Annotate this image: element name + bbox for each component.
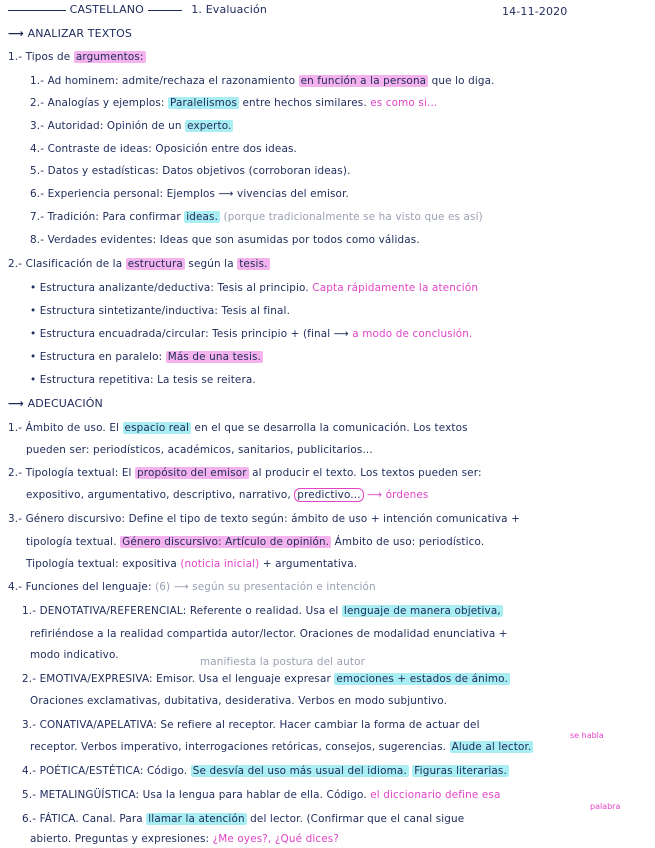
ambito-line-2 [26, 443, 373, 457]
highlight-pink: propósito del emisor [137, 467, 247, 479]
faint-note: (porque tradicionalmente se ha visto que es así) [223, 211, 483, 223]
date: 14-11-2020 [502, 5, 568, 18]
tipo-item [30, 210, 483, 224]
tiny-pink-note: se habla [570, 731, 604, 740]
text: 1.- DENOTATIVA/REFERENCIAL: Referente o realidad. Usa el [22, 605, 339, 617]
tipologia-line-2 [26, 488, 429, 502]
text: pueden ser: periodísticos, académicos, sanitarios, publicitarios... [26, 444, 373, 456]
text: refiriéndose a la realidad compartida autor/lector. Oraciones de modalidad enunciativa + [30, 628, 508, 640]
header-rule-left [8, 10, 66, 11]
section-title: ADECUACIÓN [27, 397, 103, 410]
genero-line-2 [26, 535, 484, 549]
clasif-item [30, 281, 478, 295]
text: 7.- Tradición: Para confirmar [30, 211, 181, 223]
tipo-item [30, 164, 351, 178]
funcion-item [22, 604, 503, 618]
pink-note: ¿Me oyes?, ¿Qué dices? [212, 833, 340, 845]
funciones-heading [8, 580, 376, 594]
highlight-cyan: Paralelismos [170, 97, 238, 109]
text: que lo diga. [431, 75, 495, 87]
genero-line-1 [8, 512, 520, 526]
text: 1.- Ad hominem: admite/rechaza el razonamiento [30, 75, 296, 87]
text: al producir el texto. Los textos pueden ser: [252, 467, 482, 479]
pink-note: (noticia inicial) [180, 558, 260, 570]
text: Tipología textual: expositiva [26, 558, 177, 570]
pink-note: es como si... [370, 97, 438, 109]
text: 2.- Analogías y ejemplos: [30, 97, 165, 109]
text: abierto. Preguntas y expresiones: [30, 833, 210, 845]
funcion-item-cont [30, 832, 339, 846]
highlight-cyan: llamar la atención [148, 813, 245, 825]
clasif-heading [8, 257, 270, 271]
funcion-item [22, 764, 509, 778]
funcion-item [22, 788, 500, 802]
clasif-item [30, 327, 473, 341]
text: • Estructura repetitiva: La tesis se reitera. [30, 374, 256, 386]
highlight-cyan: emociones + estados de ánimo. [336, 673, 508, 685]
text: 5.- Datos y estadísticas: Datos objetivos (corroboran ideas). [30, 165, 351, 177]
highlight-cyan: Alude al lector. [451, 741, 532, 753]
clasif-item [30, 304, 290, 318]
text: 3.- CONATIVA/APELATIVA: Se refiere al receptor. Hacer cambiar la forma de actuar del [22, 719, 480, 731]
highlight-cyan: Se desvía del uso más usual del idioma. [192, 765, 407, 777]
funcion-item [22, 718, 480, 732]
text: 4.- Funciones del lenguaje: [8, 581, 152, 593]
pink-note: el diccionario define esa [370, 789, 501, 801]
text: expositivo, argumentativo, descriptivo, narrativo, [26, 489, 291, 501]
tipo-item [30, 187, 349, 201]
pink-note: Capta rápidamente la atención [312, 282, 479, 294]
text: • Estructura analizante/deductiva: Tesis al principio. [30, 282, 309, 294]
circled-word: predictivo... [294, 488, 363, 502]
text: Ámbito de uso: periodístico. [334, 536, 485, 548]
text: Oraciones exclamativas, dubitativa, desiderativa. Verbos en modo subjuntivo. [30, 695, 448, 707]
arrow-icon: ⟶ [8, 397, 24, 410]
text: • Estructura encuadrada/circular: Tesis principio + (final ⟶ [30, 328, 349, 340]
text: 3.- Autoridad: Opinión de un [30, 120, 182, 132]
tiny-pink-note: palabra [590, 802, 621, 811]
tipo-item [30, 74, 495, 88]
subject-title: CASTELLANO [69, 3, 144, 16]
header-line [8, 3, 267, 17]
highlight-cyan: Figuras literarias. [414, 765, 507, 777]
header-rule-mid [148, 10, 182, 11]
text: 1.- Ámbito de uso. El [8, 422, 120, 434]
item-number: 1.- [8, 51, 23, 63]
text: según la [188, 258, 234, 270]
text: 6.- FÁTICA. Canal. Para [22, 813, 143, 825]
text: • Estructura sintetizante/inductiva: Tesis al final. [30, 305, 291, 317]
highlight-cyan: lenguaje de manera objetiva, [343, 605, 501, 617]
text: 2.- Clasificación de la [8, 258, 123, 270]
clasif-item [30, 350, 263, 364]
evaluation-title: 1. Evaluación [191, 3, 267, 16]
clasif-item [30, 373, 256, 387]
highlight-cyan: ideas. [186, 211, 219, 223]
text: + argumentativa. [262, 558, 358, 570]
heading-text: Tipos de [25, 51, 71, 63]
highlight-pink: Género discursivo: Artículo de opinión. [122, 536, 330, 548]
highlight-pink: Más de una tesis. [167, 351, 261, 363]
arrow-icon: ⟶ [8, 27, 24, 40]
funcion-item-cont [30, 648, 119, 662]
text: en el que se desarrolla la comunicación. Los textos [194, 422, 468, 434]
text: modo indicativo. [30, 649, 119, 661]
ambito-line-1 [8, 421, 468, 435]
highlight-cyan: experto. [187, 120, 232, 132]
text: 4.- Contraste de ideas: Oposición entre dos ideas. [30, 143, 298, 155]
section-analizar [8, 27, 132, 41]
tipo-item [30, 96, 437, 110]
highlight-cyan: espacio real [124, 422, 190, 434]
text: 8.- Verdades evidentes: Ideas que son asumidas por todos como válidas. [30, 234, 420, 246]
text: entre hechos similares. [242, 97, 367, 109]
text: receptor. Verbos imperativo, interrogaciones retóricas, consejos, sugerencias. [30, 741, 447, 753]
section-title: ANALIZAR TEXTOS [27, 27, 133, 40]
pink-note: a modo de conclusión. [352, 328, 473, 340]
tipo-item [30, 119, 233, 133]
text: 3.- Género discursivo: Define el tipo de texto según: ámbito de uso + intención comunicativa + [8, 513, 520, 525]
funcion-item-cont [30, 694, 447, 708]
faint-note: (6) ⟶ según su presentación e intención [155, 581, 376, 593]
section-adecuacion [8, 397, 103, 411]
funcion-item [22, 672, 510, 686]
faint-note: manifiesta la postura del autor [200, 656, 366, 668]
highlight-pink: en función a la persona [300, 75, 427, 87]
text: • Estructura en paralelo: [30, 351, 163, 363]
tipo-item [30, 142, 297, 156]
genero-line-3 [26, 557, 357, 571]
tipo-item [30, 233, 420, 247]
text: 4.- POÉTICA/ESTÉTICA: Código. [22, 765, 188, 777]
funcion-item-cont [30, 627, 508, 641]
highlight-pink: estructura [127, 258, 183, 270]
pink-note: ⟶ órdenes [367, 489, 429, 501]
tipologia-line-1 [8, 466, 482, 480]
text: 5.- METALINGÜÍSTICA: Usa la lengua para hablar de ella. Código. [22, 789, 367, 801]
text: del lector. (Confirmar que el canal sigue [250, 813, 465, 825]
tipos-heading [8, 50, 146, 64]
text: 2.- Tipología textual: El [8, 467, 132, 479]
text: 2.- EMOTIVA/EXPRESIVA: Emisor. Usa el lenguaje expresar [22, 673, 331, 685]
funcion-item-cont [30, 740, 533, 754]
highlight-pink: tesis. [239, 258, 268, 270]
highlight-pink: argumentos: [75, 51, 144, 63]
funcion-item [22, 812, 464, 826]
text: 6.- Experiencia personal: Ejemplos ⟶ vivencias del emisor. [30, 188, 349, 200]
text: tipología textual. [26, 536, 117, 548]
